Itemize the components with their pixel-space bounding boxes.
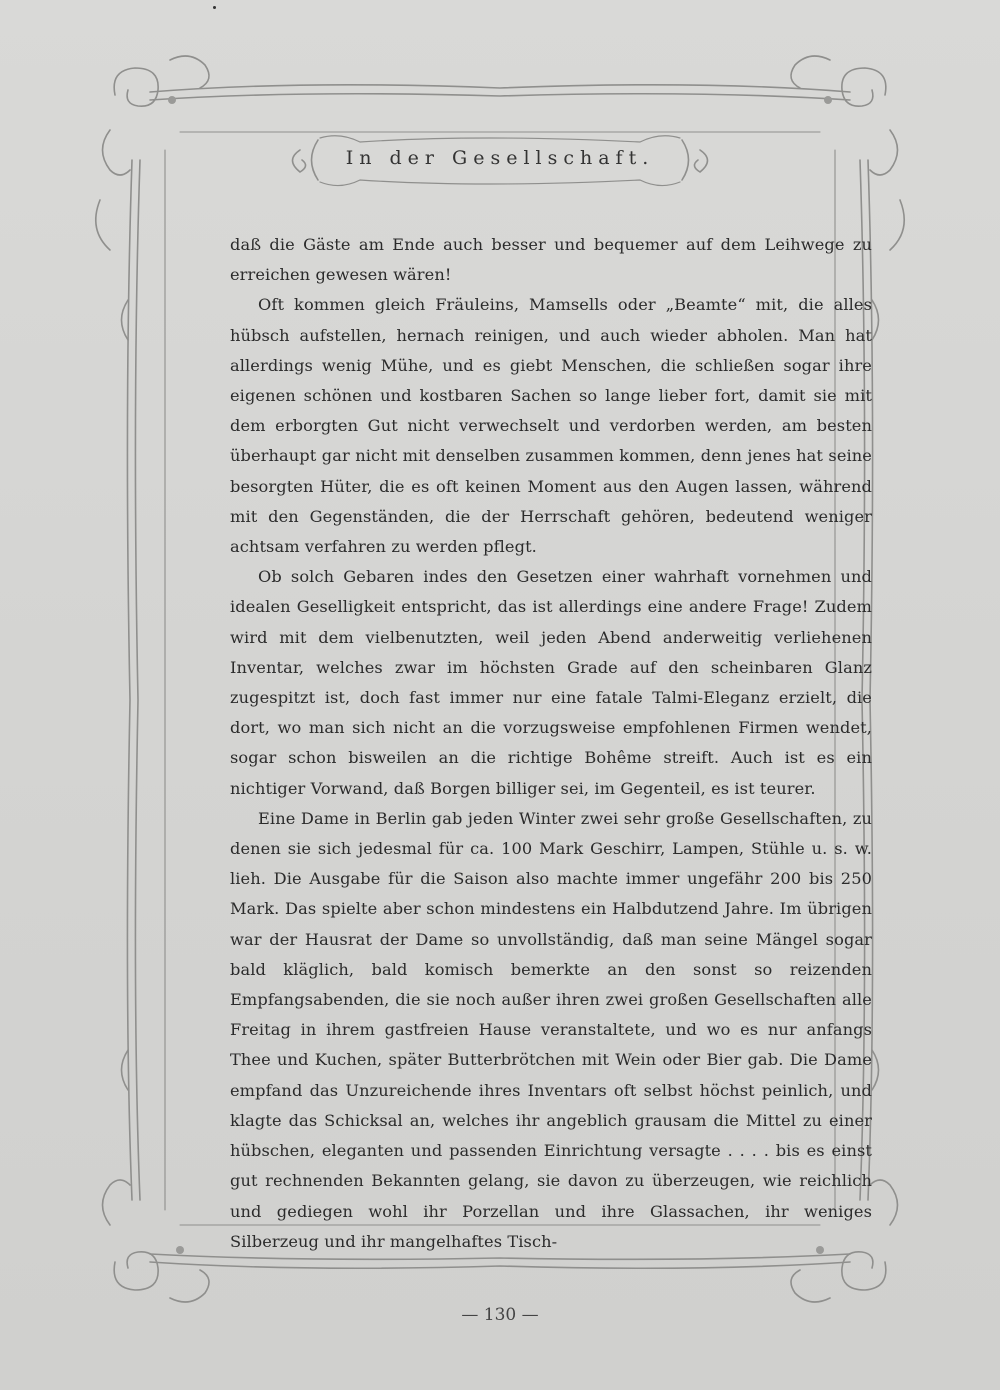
running-title: In der Gesellschaft.: [345, 147, 655, 169]
page-number: — 130 —: [461, 1305, 539, 1325]
body-text: [230, 230, 872, 1251]
paragraph-3: Ob solch Gebaren indes den Gesetzen einer wahrhaft vornehmen und idealen Geselligkeit entspricht, das ist allerdings eine andere Frage! Zudem wird mit dem vielbenutzten, weil jeden Abend anderweitig verliehenen Inventar, welches zwar im höchsten Grade auf den scheinbaren Glanz zugespitzt ist, doch fast immer nur eine fatale Talmi-Eleganz erzielt, die dort, wo man sich nicht an die vorzugsweise empfohlenen Firmen wendet, sogar schon bisweilen an die richtige Bohême streift. Auch ist es ein nichtiger Vorwand, daß Borgen billiger sei, im Gegenteil, es ist teurer.: [230, 567, 872, 798]
paragraph-2: Oft kommen gleich Fräuleins, Mamsells oder „Beamte“ mit, die alles hübsch aufstellen, hernach reinigen, und auch wieder abholen. Man hat allerdings wenig Mühe, und es giebt Menschen, die schließen sogar ihre eigenen schönen und kostbaren Sachen so lange lieber fort, damit sie mit dem erborgten Gut nicht verwechselt und verdorben werden, am besten überhaupt gar nicht mit denselben zusammen kommen, denn jenes hat seine besorgten Hüter, die es oft keinen Moment aus den Augen lassen, während mit den Gegenständen, die der Herrschaft gehören, bedeutend weniger achtsam verfahren zu werden pflegt.: [230, 295, 872, 557]
paragraph-4: Eine Dame in Berlin gab jeden Winter zwei sehr große Gesellschaften, zu denen sie sich jedesmal für ca. 100 Mark Geschirr, Lampen, Stühle u. s. w. lieh. Die Ausgabe für die Saison also machte immer ungefähr 200 bis 250 Mark. Das spielte aber schon mindestens ein Halbdutzend Jahre. Im übrigen war der Hausrat der Dame so unvollständig, daß man seine Mängel sogar bald kläglich, bald komisch bemerkte an den sonst so reizenden Empfangsabenden, die sie noch außer ihren zwei großen Gesellschaften alle Freitag in ihrem gastfreien Hause veranstaltete, und wo es nur anfangs Thee und Kuchen, später Butterbrötchen mit Wein oder Bier gab. Die Dame empfand das Unzureichende ihres Inventars oft selbst höchst peinlich, und klagte das Schicksal an, welches ihr angeblich grausam die Mittel zu einer hübschen, eleganten und passenden Einrichtung versagte . . . . bis es einst gut rechnenden Bekannten gelang, sie davon zu überzeugen, wie reichlich und gediegen wohl ihr Porzellan und ihre Glassachen, ihr weniges Silberzeug und ihr mangelhaftes Tisch-: [230, 808, 872, 1251]
paragraph-1: daß die Gäste am Ende auch besser und bequemer auf dem Leihwege zu erreichen gewesen wären!: [230, 235, 872, 285]
